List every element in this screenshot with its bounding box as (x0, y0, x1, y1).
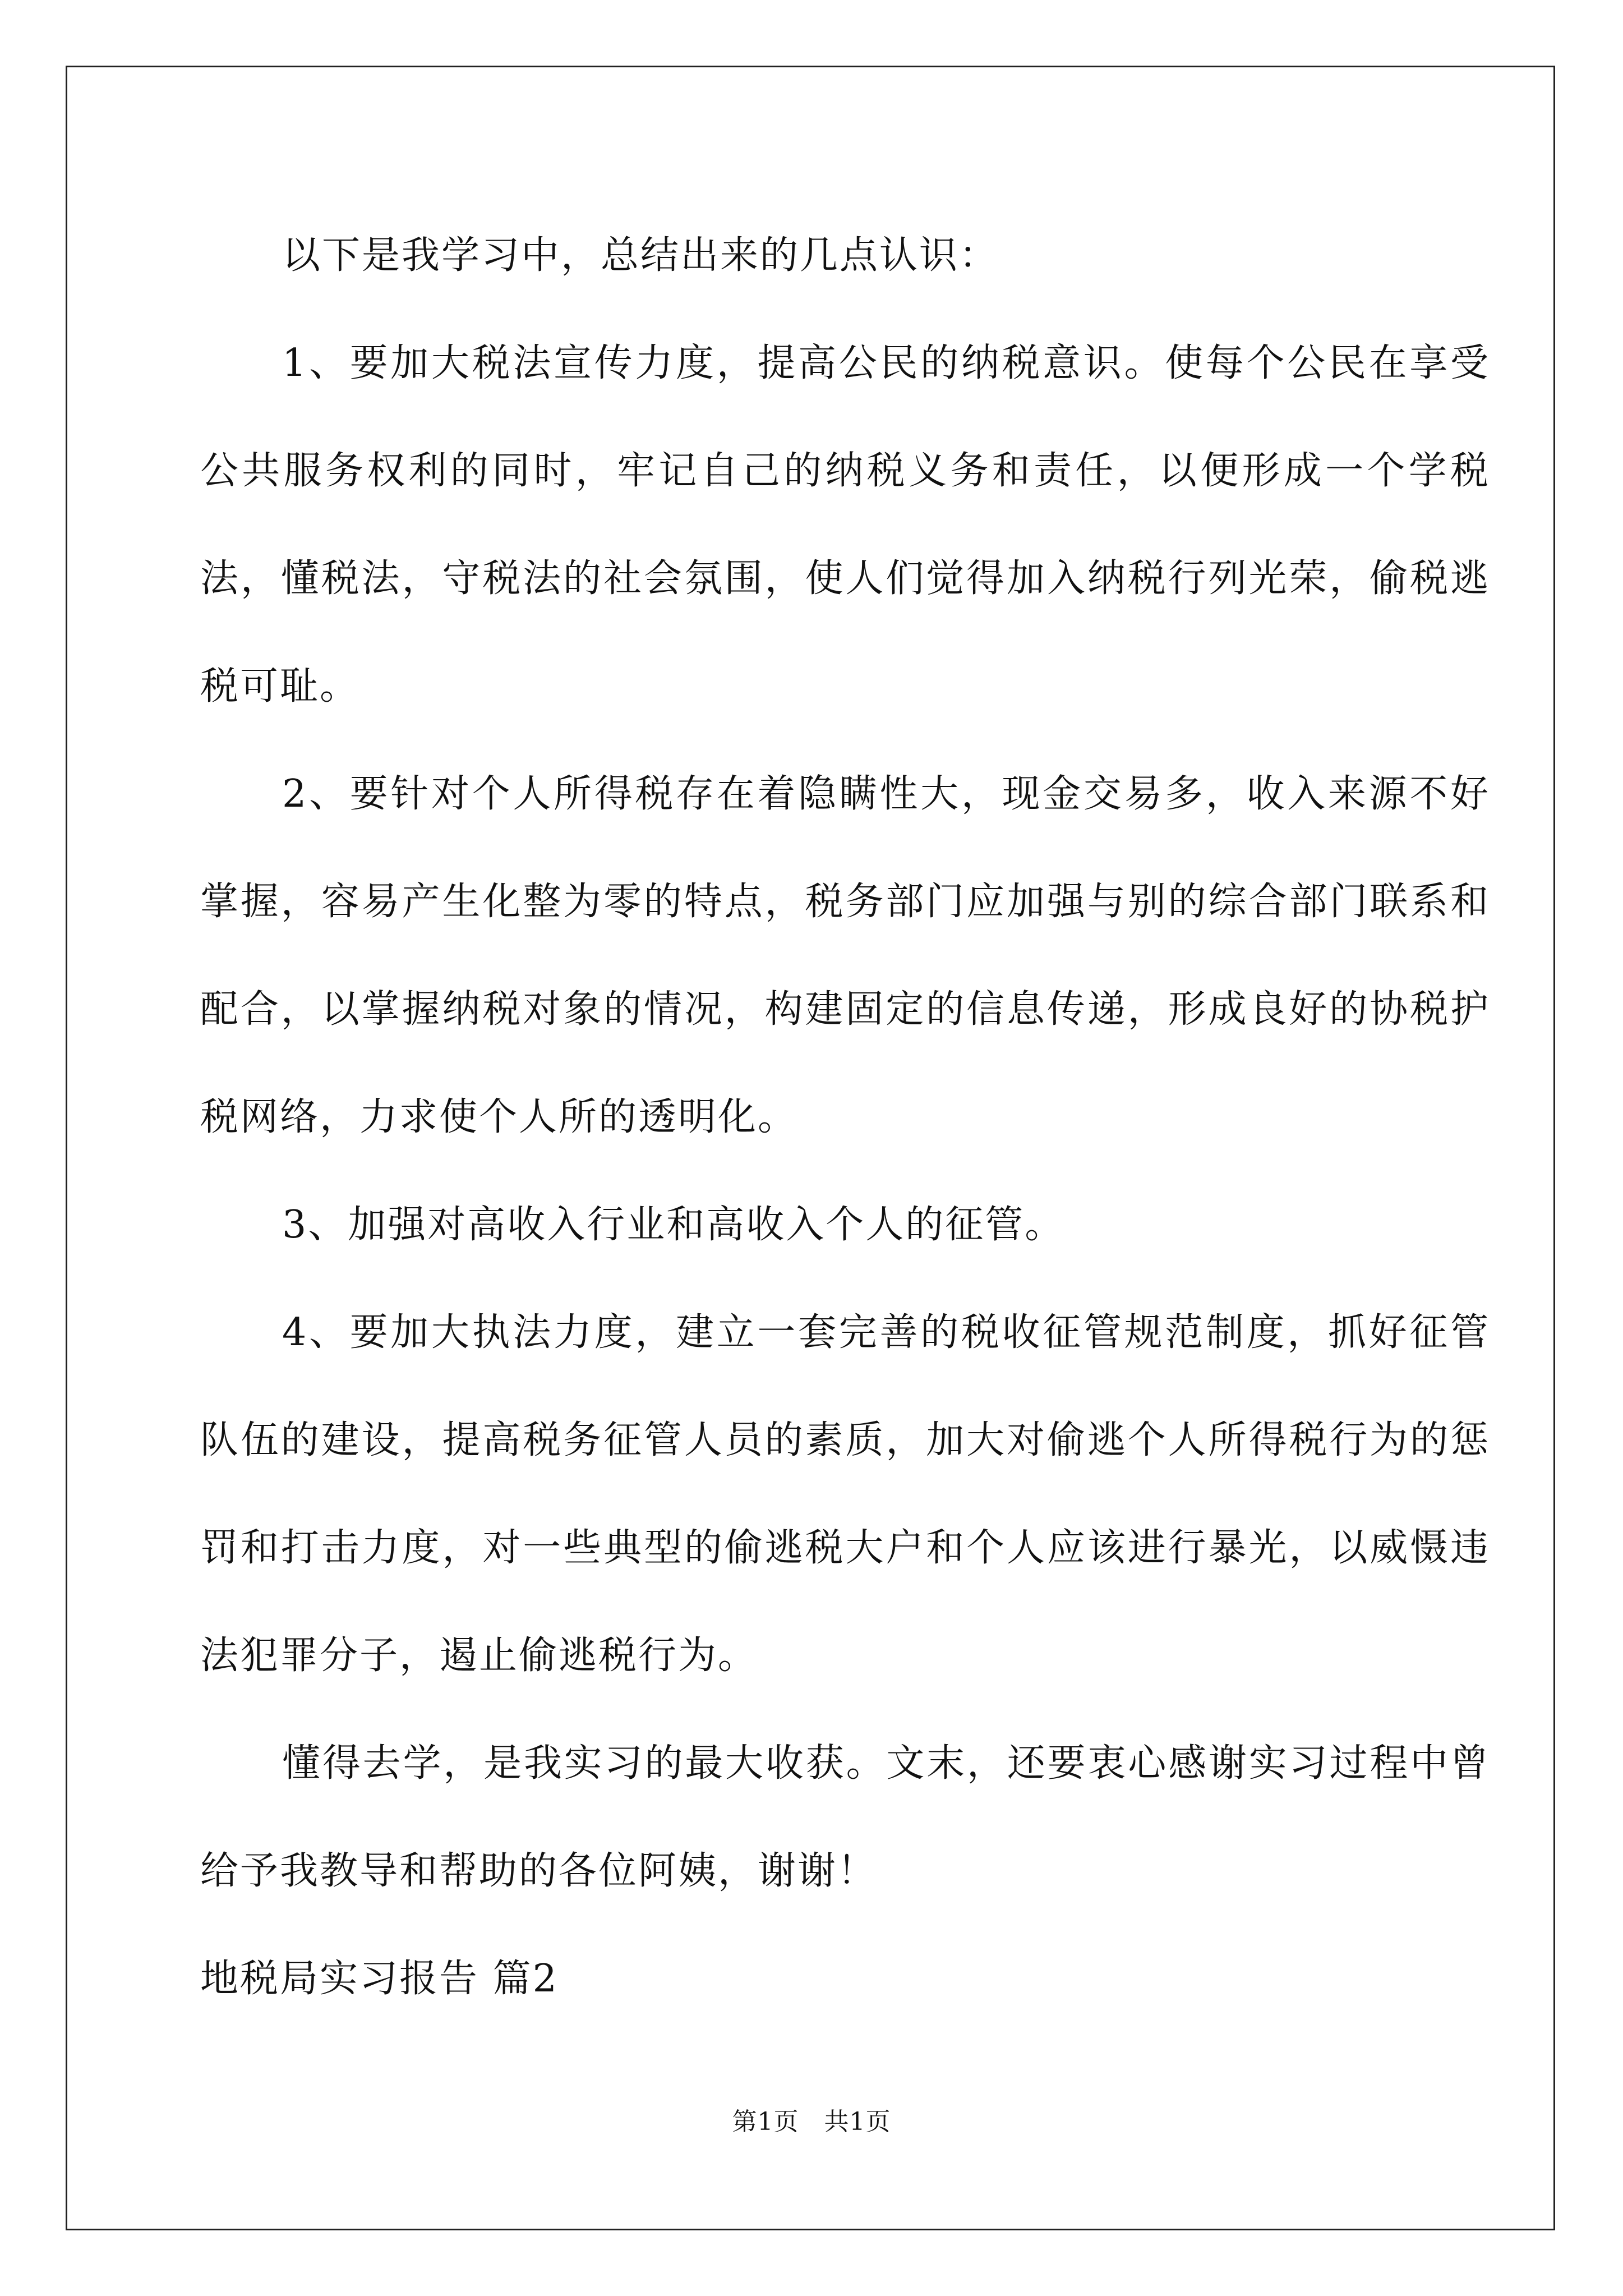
paragraph-point-3: 3、加强对高收入行业和高收入个人的征管。 (282, 1203, 1065, 1247)
paragraph-intro: 以下是我学习中，总结出来的几点认识： (282, 233, 999, 278)
paragraph-point-1: 1、要加大税法宣传力度，提高公民的纳税意识。使每个公民在享受公共服务权利的同时，牢记自己的纳税义务和责任，以便形成一个学税法，懂税法，守税法的社会氛围，使人们觉得加入纳税行列光荣，偷税逃税可耻。 (200, 341, 1490, 708)
page-footer (0, 2101, 1623, 2137)
paragraph-point-4: 4、要加大执法力度，建立一套完善的税收征管规范制度，抓好征管队伍的建设，提高税务征管人员的素质，加大对偷逃个人所得税行为的惩罚和打击力度，对一些典型的偷逃税大户和个人应该进行暴光，以威慑违法犯罪分子，遏止偷逃税行为。 (200, 1310, 1490, 1678)
paragraph-closing: 懂得去学，是我实习的最大收获。文末，还要衷心感谢实习过程中曾给予我教导和帮助的各位阿姨，谢谢！ (200, 1741, 1490, 1893)
document-body (200, 202, 1490, 2033)
page-total: 共1页 (824, 2108, 891, 2136)
footer-gap (799, 2108, 824, 2136)
page-number: 第1页 (732, 2108, 799, 2136)
section-heading: 地税局实习报告 篇2 (200, 1957, 559, 2001)
paragraph-point-2: 2、要针对个人所得税存在着隐瞒性大，现金交易多，收入来源不好掌握，容易产生化整为零的特点，税务部门应加强与别的综合部门联系和配合，以掌握纳税对象的情况，构建固定的信息传递，形成良好的协税护税网络，力求使个人所的透明化。 (200, 772, 1490, 1139)
